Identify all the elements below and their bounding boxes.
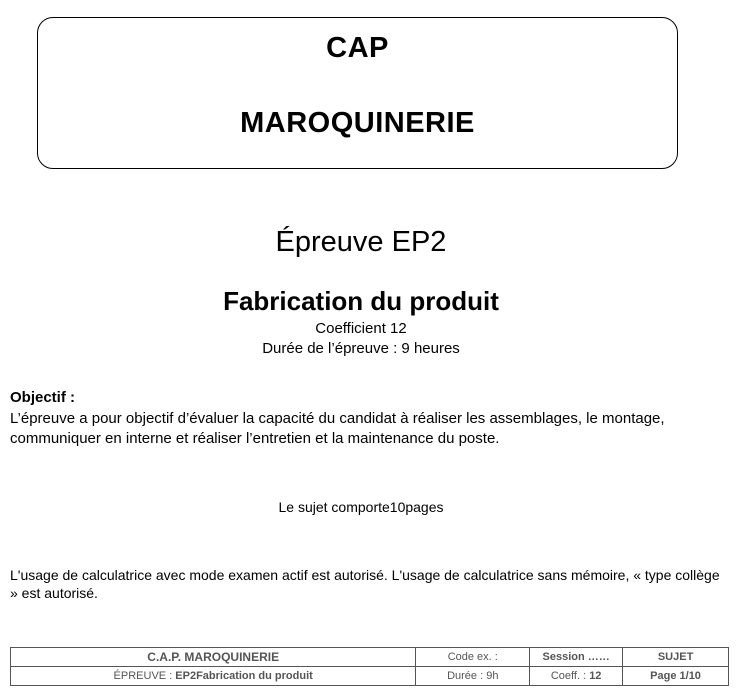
footer-table <box>10 647 729 686</box>
footer-epreuve <box>11 667 416 686</box>
exam-title: Épreuve EP2 <box>275 226 447 258</box>
footer-exam-name: C.A.P. MAROQUINERIE <box>11 648 416 667</box>
pages-note: Le sujet comporte10pages <box>278 499 444 515</box>
exam-duration: Durée de l’épreuve : 9 heures <box>262 340 460 357</box>
footer-epreuve-prefix: ÉPREUVE : <box>113 670 176 682</box>
footer-coeff <box>530 667 623 686</box>
footer-coeff-value: 12 <box>589 670 602 682</box>
footer-epreuve-name: EP2Fabrication du produit <box>175 670 313 682</box>
footer-page: Page 1/10 <box>623 667 729 686</box>
footer-type: SUJET <box>623 648 729 667</box>
exam-coefficient: Coefficient 12 <box>315 320 407 337</box>
footer-session: Session …… <box>530 648 623 667</box>
exam-subtitle: Fabrication du produit <box>223 286 499 316</box>
footer-row-2 <box>11 667 729 686</box>
footer-duree: Durée : 9h <box>416 667 530 686</box>
header-title-specialty: MAROQUINERIE <box>240 107 475 139</box>
footer-code: Code ex. : <box>416 648 530 667</box>
footer-coeff-label: Coeff. : <box>550 670 590 682</box>
objectif-label: Objectif : <box>10 389 76 406</box>
calculator-note: L'usage de calculatrice avec mode examen actif est autorisé. L'usage de calculatrice sans mémoire, « type collège » est autorisé. <box>10 567 720 601</box>
header-title-cap: CAP <box>326 32 389 64</box>
objectif-text: L’épreuve a pour objectif d’évaluer la capacité du candidat à réaliser les assemblages, le montage, communiquer en interne et réaliser l’entretien et la maintenance du poste. <box>10 410 665 447</box>
header-box <box>37 17 678 169</box>
footer-row-1 <box>11 648 729 667</box>
